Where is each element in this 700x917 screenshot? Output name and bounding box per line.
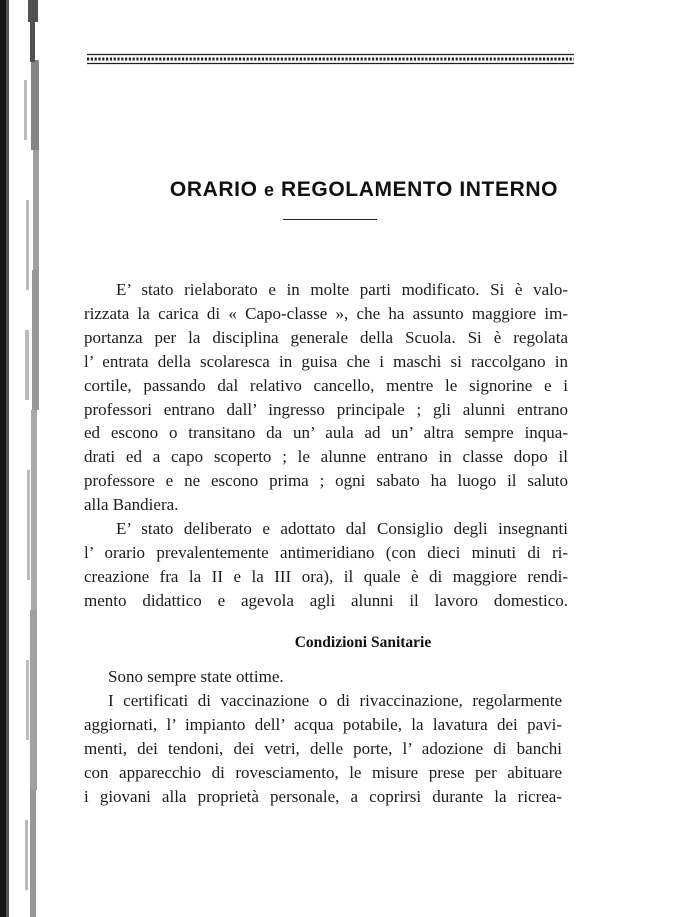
paragraph2-line-2: l’ orario prevalentemente antimeridiano (con dieci minuti di ri- — [84, 542, 568, 562]
paragraph1-line-9: professore e ne escono prima ; ogni sabato ha luogo il saluto — [84, 471, 568, 491]
paragraph2-line-3: creazione fra la II e la III ora), il quale è di maggiore rendi- — [84, 566, 568, 586]
title-word-e: e — [263, 180, 275, 200]
title-word-regolamento: REGOLAMENTO INTERNO — [281, 178, 559, 201]
paragraph1-line-5: cortile, passando dal relativo cancello, mentre le signorine e i — [84, 375, 568, 395]
paragraph4-line-1: I certificati di vaccinazione o di rivaccinazione, regolarmente — [108, 690, 562, 710]
paragraph1-line-10: alla Bandiera. — [84, 495, 179, 515]
title-word-orario: ORARIO — [169, 178, 258, 201]
paragraph1-line-7: ed escono o transitano da un’ aula ad un’ altra sempre inqua- — [84, 423, 568, 443]
paragraph4-line-4: con apparecchio di rovesciamento, le misure prese per abituare — [84, 762, 562, 782]
title-underline-rule — [283, 219, 377, 220]
scan-binding-edge — [0, 0, 46, 917]
paragraph1-line-2: rizzata la carica di « Capo-classe », che ha assunto maggiore im- — [84, 303, 568, 323]
paragraph1-line-6: professori entrano dall’ ingresso principale ; gli alunni entrano — [84, 399, 568, 419]
page-title — [0, 178, 700, 202]
body-paragraphs-main — [84, 278, 568, 613]
paragraph3-line-1: Sono sempre state ottime. — [108, 667, 284, 686]
paragraph1-line-1: E’ stato rielaborato e in molte parti modificato. Si è valo- — [116, 280, 568, 299]
paragraph4-line-2: aggiornati, l’ impianto dell’ acqua potabile, la lavatura dei pavi- — [84, 714, 562, 734]
paragraph1-line-3: portanza per la disciplina generale della Scuola. Si è regolata — [84, 327, 568, 347]
paragraph2-line-1: E’ stato deliberato e adottato dal Consiglio degli insegnanti — [116, 519, 568, 539]
paragraph1-line-4: l’ entrata della scolaresca in guisa che i maschi si raccolgano in — [84, 351, 568, 371]
body-paragraphs-sanitarie — [84, 665, 562, 808]
paragraph4-line-3: menti, dei tendoni, dei vetri, delle porte, l’ adozione di banchi — [84, 738, 562, 758]
top-ornamental-rule — [87, 53, 574, 65]
section-heading-condizioni-sanitarie: Condizioni Sanitarie — [294, 634, 432, 651]
paragraph4-line-5: i giovani alla proprietà personale, a coprirsi durante la ricrea- — [84, 786, 562, 806]
paragraph1-line-8: drati ed a capo scoperto ; le alunne entrano in classe dopo il — [84, 447, 568, 467]
paragraph2-line-4: mento didattico e agevola agli alunni il lavoro domestico. — [84, 590, 568, 610]
